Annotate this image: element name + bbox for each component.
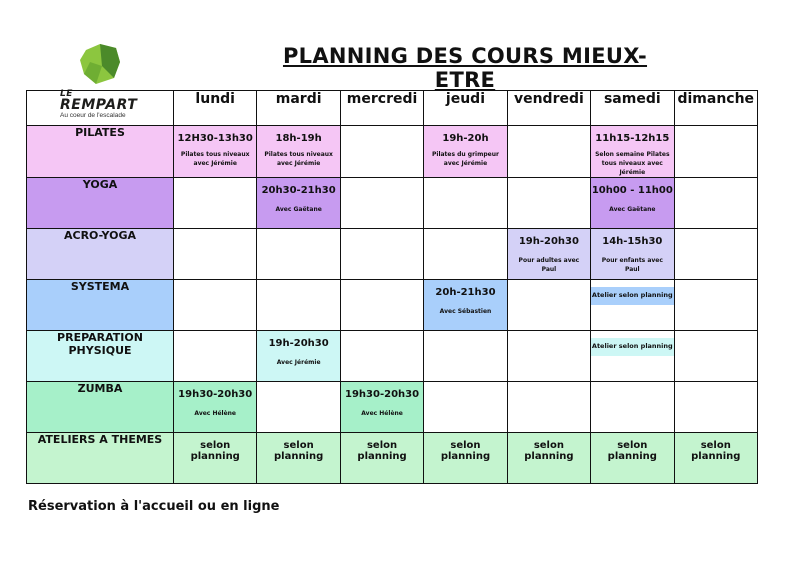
schedule-row xyxy=(27,382,758,433)
schedule-cell xyxy=(257,126,340,178)
schedule-cell xyxy=(424,178,507,229)
activity-name: PILATES xyxy=(27,126,174,178)
class-time: selon planning xyxy=(273,440,324,462)
day-header-row xyxy=(27,91,758,126)
schedule-cell xyxy=(424,229,507,280)
schedule-cell xyxy=(674,280,757,331)
class-time: 19h30-20h30 xyxy=(345,389,420,400)
schedule-cell xyxy=(507,229,590,280)
class-time: 12H30-13h30 xyxy=(177,133,253,144)
class-time: selon planning xyxy=(524,440,574,462)
schedule-cell xyxy=(174,126,257,178)
class-detail: Pilates du grimpeur avec Jérémie xyxy=(431,151,499,167)
class-time: 19h-20h xyxy=(442,133,489,144)
schedule-cell xyxy=(674,382,757,433)
day-header: jeudi xyxy=(424,91,507,126)
logo-tagline: Au coeur de l'escalade xyxy=(60,112,126,119)
day-header: mercredi xyxy=(340,91,423,126)
class-time: 19h30-20h30 xyxy=(178,389,253,400)
class-time: 18h-19h xyxy=(275,133,322,144)
schedule-row xyxy=(27,178,758,229)
schedule-cell xyxy=(257,280,340,331)
schedule-cell xyxy=(257,178,340,229)
schedule-cell xyxy=(424,331,507,382)
schedule-row xyxy=(27,331,758,382)
day-header: vendredi xyxy=(507,91,590,126)
class-detail: Pour adultes avec Paul xyxy=(518,257,580,273)
schedule-row xyxy=(27,280,758,331)
page-title: PLANNING DES COURS MIEUX-ETRE xyxy=(282,44,648,92)
schedule-cell xyxy=(174,229,257,280)
class-detail: Avec Hélène xyxy=(194,410,237,417)
schedule-row xyxy=(27,433,758,484)
schedule-cell xyxy=(507,331,590,382)
schedule-cell xyxy=(674,126,757,178)
schedule-cell xyxy=(424,126,507,178)
schedule-cell xyxy=(340,229,423,280)
class-detail: Avec Gaëtane xyxy=(609,206,656,213)
class-time: selon planning xyxy=(607,440,657,462)
schedule-cell xyxy=(174,280,257,331)
reservation-note: Réservation à l'accueil ou en ligne xyxy=(28,499,280,514)
schedule-cell xyxy=(674,178,757,229)
schedule-cell xyxy=(257,433,340,484)
schedule-cell xyxy=(340,126,423,178)
schedule-cell xyxy=(424,433,507,484)
class-time: selon planning xyxy=(357,440,407,462)
corner-cell xyxy=(27,91,174,126)
class-time: 20h-21h30 xyxy=(435,287,496,298)
class-detail: Avec Hélène xyxy=(361,410,403,417)
day-header: dimanche xyxy=(674,91,757,126)
schedule-cell xyxy=(340,433,423,484)
schedule-cell xyxy=(507,126,590,178)
day-header: samedi xyxy=(591,91,674,126)
schedule-cell xyxy=(674,229,757,280)
activity-name: SYSTEMA xyxy=(27,280,174,331)
schedule-cell xyxy=(424,382,507,433)
day-header: mardi xyxy=(257,91,340,126)
schedule-cell xyxy=(507,433,590,484)
class-time: 14h-15h30 xyxy=(602,236,663,247)
schedule-cell xyxy=(174,331,257,382)
schedule-cell xyxy=(674,433,757,484)
schedule-cell xyxy=(340,178,423,229)
class-time: 19h-20h30 xyxy=(518,236,579,247)
schedule-cell xyxy=(591,126,674,178)
schedule-cell xyxy=(507,280,590,331)
schedule-cell xyxy=(507,382,590,433)
class-detail: Avec Sébastien xyxy=(439,308,492,315)
atelier-note: Atelier selon planning xyxy=(591,287,673,305)
schedule-cell xyxy=(424,280,507,331)
class-detail: Pour enfants avec Paul xyxy=(601,257,663,273)
class-time: selon planning xyxy=(440,440,491,462)
logo-prefix: LE xyxy=(60,89,73,99)
schedule-cell xyxy=(591,280,674,331)
schedule-cell xyxy=(174,178,257,229)
atelier-note: Atelier selon planning xyxy=(591,338,673,356)
class-time: selon planning xyxy=(691,440,741,462)
class-time: 11h15-12h15 xyxy=(595,133,670,144)
schedule-table xyxy=(26,90,758,484)
schedule-cell xyxy=(591,178,674,229)
activity-name: ACRO-YOGA xyxy=(27,229,174,280)
activity-name: ZUMBA xyxy=(27,382,174,433)
class-detail: Pilates tous niveaux avec Jérémie xyxy=(264,151,333,167)
schedule-cell xyxy=(174,433,257,484)
day-header: lundi xyxy=(174,91,257,126)
schedule-cell xyxy=(174,382,257,433)
activity-name: YOGA xyxy=(27,178,174,229)
schedule-cell xyxy=(591,433,674,484)
class-time: 20h30-21h30 xyxy=(261,185,336,196)
logo-name: REMPART xyxy=(60,97,138,113)
schedule-cell xyxy=(340,280,423,331)
schedule-cell xyxy=(591,229,674,280)
schedule-cell xyxy=(340,382,423,433)
class-detail: Pilates tous niveaux avec Jérémie xyxy=(180,151,250,167)
schedule-row xyxy=(27,126,758,178)
schedule-row xyxy=(27,229,758,280)
climbing-hold-logo-icon xyxy=(80,44,124,84)
activity-name: PREPARATION PHYSIQUE xyxy=(27,331,174,382)
schedule-cell xyxy=(591,382,674,433)
class-detail: Avec Gaëtane xyxy=(275,206,322,213)
class-detail: Avec Jérémie xyxy=(276,359,321,366)
schedule-cell xyxy=(340,331,423,382)
schedule-cell xyxy=(257,382,340,433)
class-detail: Selon semaine Pilates tous niveaux avec Jérémie xyxy=(595,151,670,176)
schedule-cell xyxy=(507,178,590,229)
schedule-cell xyxy=(257,229,340,280)
activity-name: ATELIERS A THEMES xyxy=(27,433,174,484)
schedule-cell xyxy=(674,331,757,382)
schedule-cell xyxy=(591,331,674,382)
class-time: 10h00 - 11h00 xyxy=(591,185,673,196)
class-time: selon planning xyxy=(190,440,240,462)
class-time: 19h-20h30 xyxy=(268,338,329,349)
schedule-cell xyxy=(257,331,340,382)
